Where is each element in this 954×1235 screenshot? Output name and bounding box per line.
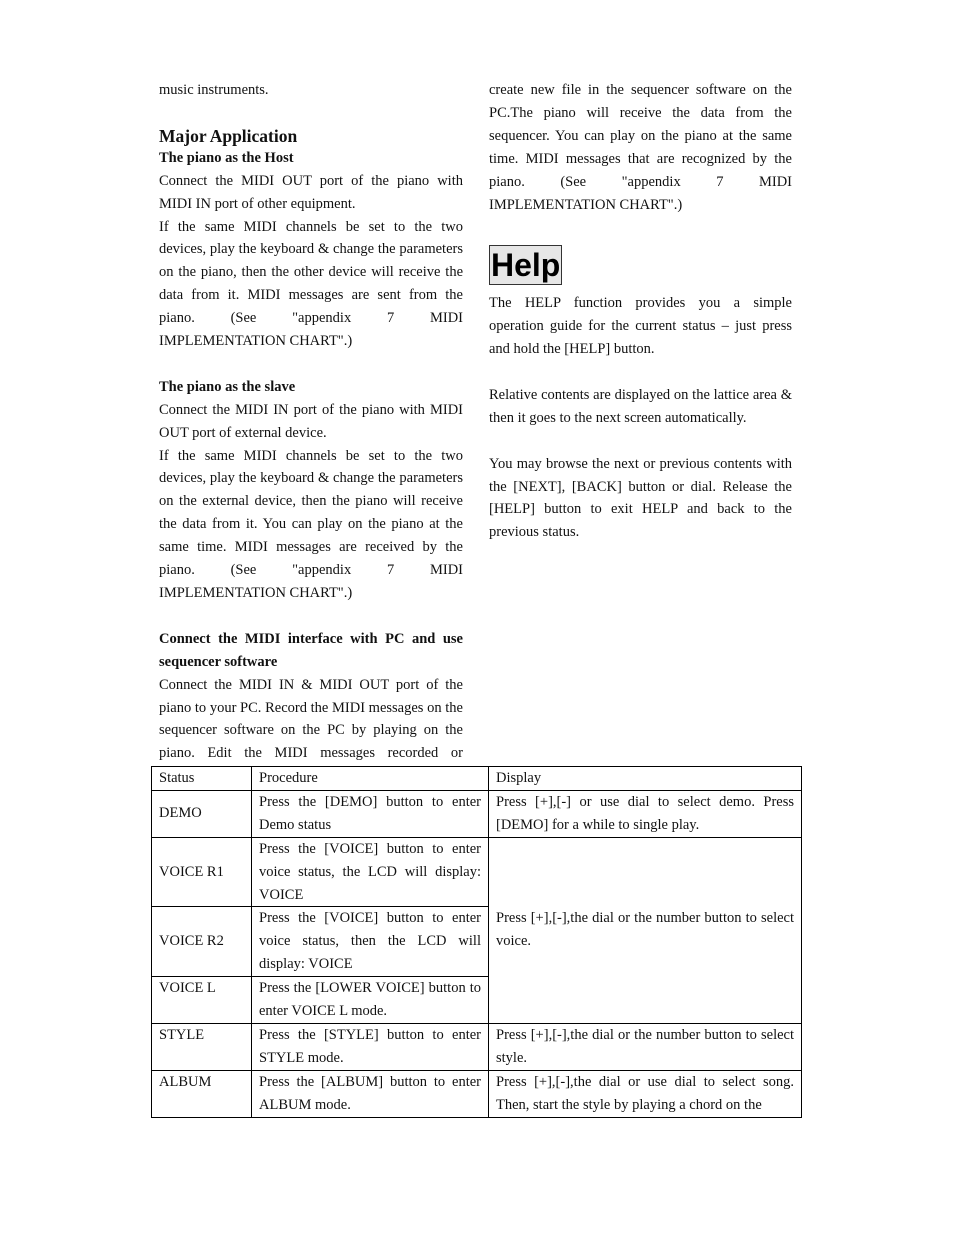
display-cell: Press [+],[-],the dial or the number button to select voice. xyxy=(489,837,802,1023)
display-cell: Press [+],[-],the dial or the number button to select style. xyxy=(489,1023,802,1070)
intro-fragment: music instruments. xyxy=(159,82,269,98)
status-cell: VOICE R1 xyxy=(152,837,252,907)
procedure-cell: Press the [DEMO] button to enter Demo status xyxy=(252,790,489,837)
header-status: Status xyxy=(152,767,252,791)
table-row xyxy=(152,837,802,907)
status-table xyxy=(151,766,802,1118)
procedure-cell: Press the [LOWER VOICE] button to enter VOICE L mode. xyxy=(252,977,489,1024)
table-row xyxy=(152,1023,802,1070)
spacer xyxy=(159,605,463,628)
procedure-cell: Press the [STYLE] button to enter STYLE mode. xyxy=(252,1023,489,1070)
table-row xyxy=(152,1070,802,1117)
help-paragraph-1: The HELP function provides you a simple operation guide for the current status – just press and hold the [HELP] button. xyxy=(489,295,792,358)
sequencer-paragraph: create new file in the sequencer software on the PC.The piano will receive the data from the sequencer. You can play on the piano at the same time. MIDI messages that are recognized by the piano. (See "appendix 7 MIDI IMPLEMENTATION CHART".) xyxy=(489,82,792,213)
host-heading: The piano as the Host xyxy=(159,149,294,166)
pc-heading: Connect the MIDI interface with PC and use sequencer software xyxy=(159,630,463,670)
status-cell: ALBUM xyxy=(152,1070,252,1117)
slave-paragraph-2: If the same MIDI channels be set to the two devices, play the keyboard & change the parameters on the external device, then the piano will receive the data from it. You can play on the piano at the same time. MIDI messages are received by the piano. (See "appendix 7 MIDI IMPLEMENTATION CHART".) xyxy=(159,447,463,601)
right-column xyxy=(489,79,792,544)
spacer xyxy=(489,361,792,384)
table-header-row xyxy=(152,767,802,791)
spacer xyxy=(159,102,463,125)
spacer xyxy=(489,216,792,239)
pc-paragraph-1: Connect the MIDI IN & MIDI OUT port of the piano to your PC. Record the MIDI messages on the sequencer software on the PC by playing on the piano. Edit the MIDI messages recorded or xyxy=(159,676,463,762)
spacer xyxy=(489,430,792,453)
slave-paragraph-1: Connect the MIDI IN port of the piano with MIDI OUT port of external device. xyxy=(159,401,463,441)
status-cell: VOICE L xyxy=(152,977,252,1024)
left-column xyxy=(159,79,463,765)
display-cell: Press [+],[-],the dial or use dial to select song. Then, start the style by playing a chord on the xyxy=(489,1070,802,1117)
header-display: Display xyxy=(489,767,802,791)
help-paragraph-2: Relative contents are displayed on the lattice area & then it goes to the next screen automatically. xyxy=(489,386,792,426)
header-procedure: Procedure xyxy=(252,767,489,791)
table-row xyxy=(152,790,802,837)
status-cell: DEMO xyxy=(152,790,252,837)
spacer xyxy=(159,353,463,376)
display-cell: Press [+],[-] or use dial to select demo. Press [DEMO] for a while to single play. xyxy=(489,790,802,837)
status-cell: VOICE R2 xyxy=(152,907,252,977)
procedure-cell: Press the [VOICE] button to enter voice status, then the LCD will display: VOICE xyxy=(252,907,489,977)
host-paragraph-1: Connect the MIDI OUT port of the piano with MIDI IN port of other equipment. xyxy=(159,172,463,212)
procedure-cell: Press the [ALBUM] button to enter ALBUM mode. xyxy=(252,1070,489,1117)
host-paragraph-2: If the same MIDI channels be set to the two devices, play the keyboard & change the parameters on the piano, then the other device will receive the data from it. MIDI messages are sent from the piano. (See "appendix 7 MIDI IMPLEMENTATION CHART".) xyxy=(159,218,463,350)
procedure-cell: Press the [VOICE] button to enter voice status, the LCD will display: VOICE xyxy=(252,837,489,907)
major-application-heading: Major Application xyxy=(159,125,298,146)
status-cell: STYLE xyxy=(152,1023,252,1070)
help-title: Help xyxy=(491,247,561,284)
help-paragraph-3: You may browse the next or previous contents with the [NEXT], [BACK] button or dial. Release the [HELP] button to exit HELP and back to the previous status. xyxy=(489,455,792,541)
slave-heading: The piano as the slave xyxy=(159,378,296,395)
